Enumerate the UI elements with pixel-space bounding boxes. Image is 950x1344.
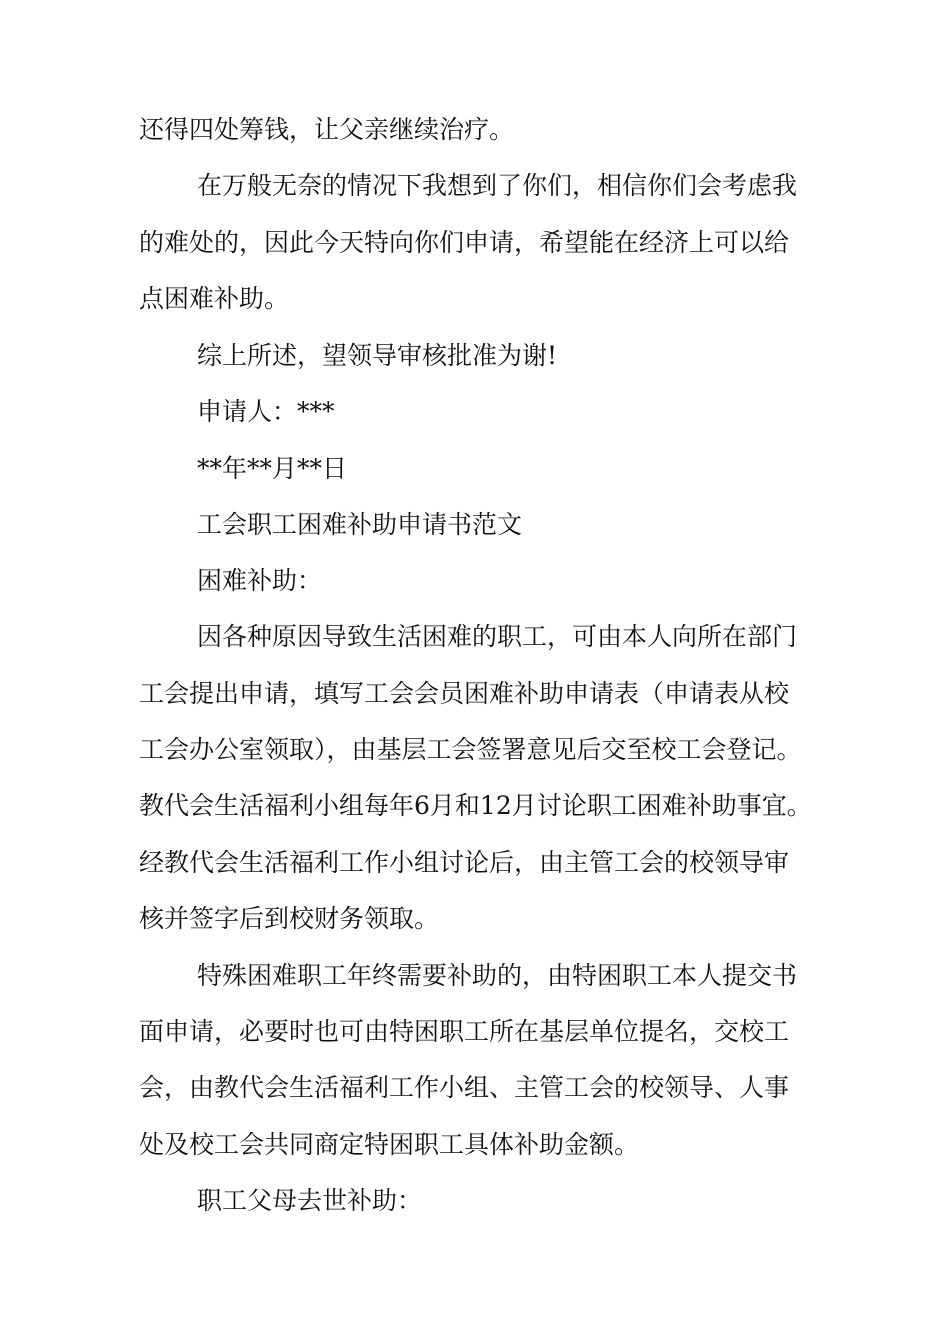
text-line: 教代会生活福利小组每年6月和12月讨论职工困难补助事宜。 (139, 791, 812, 820)
paragraph-first-line: 在万般无奈的情况下我想到了你们，相信你们会考虑我 (197, 171, 798, 200)
text-line: 点困难补助。 (139, 284, 290, 313)
text-line: 处及校工会共同商定特困职工具体补助金额。 (139, 1130, 640, 1159)
subsection-heading: 困难补助： (197, 566, 323, 595)
applicant-line: 申请人：*** (197, 397, 335, 426)
text-line: 会，由教代会生活福利工作小组、主管工会的校领导、人事 (139, 1073, 790, 1102)
date-line: **年**月**日 (197, 454, 348, 483)
paragraph-first-line: 特殊困难职工年终需要补助的，由特困职工本人提交书 (197, 961, 798, 990)
paragraph-first-line: 因各种原因导致生活困难的职工，可由本人向所在部门 (197, 622, 798, 651)
text-line: 的难处的，因此今天特向你们申请，希望能在经济上可以给 (139, 228, 790, 257)
text-line: 工会办公室领取），由基层工会签署意见后交至校工会登记。 (139, 735, 802, 764)
text-line: 核并签字后到校财务领取。 (139, 904, 440, 933)
text-line: 还得四处筹钱，让父亲继续治疗。 (139, 115, 515, 144)
section-title: 工会职工困难补助申请书范文 (197, 510, 523, 539)
subsection-heading: 职工父母去世补助： (197, 1186, 423, 1215)
closing-line: 综上所述，望领导审核批准为谢! (197, 341, 558, 370)
text-line: 经教代会生活福利工作小组讨论后，由主管工会的校领导审 (139, 848, 790, 877)
text-line: 面申请，必要时也可由特困职工所在基层单位提名，交校工 (139, 1017, 790, 1046)
text-line: 工会提出申请，填写工会会员困难补助申请表（申请表从校 (139, 679, 790, 708)
